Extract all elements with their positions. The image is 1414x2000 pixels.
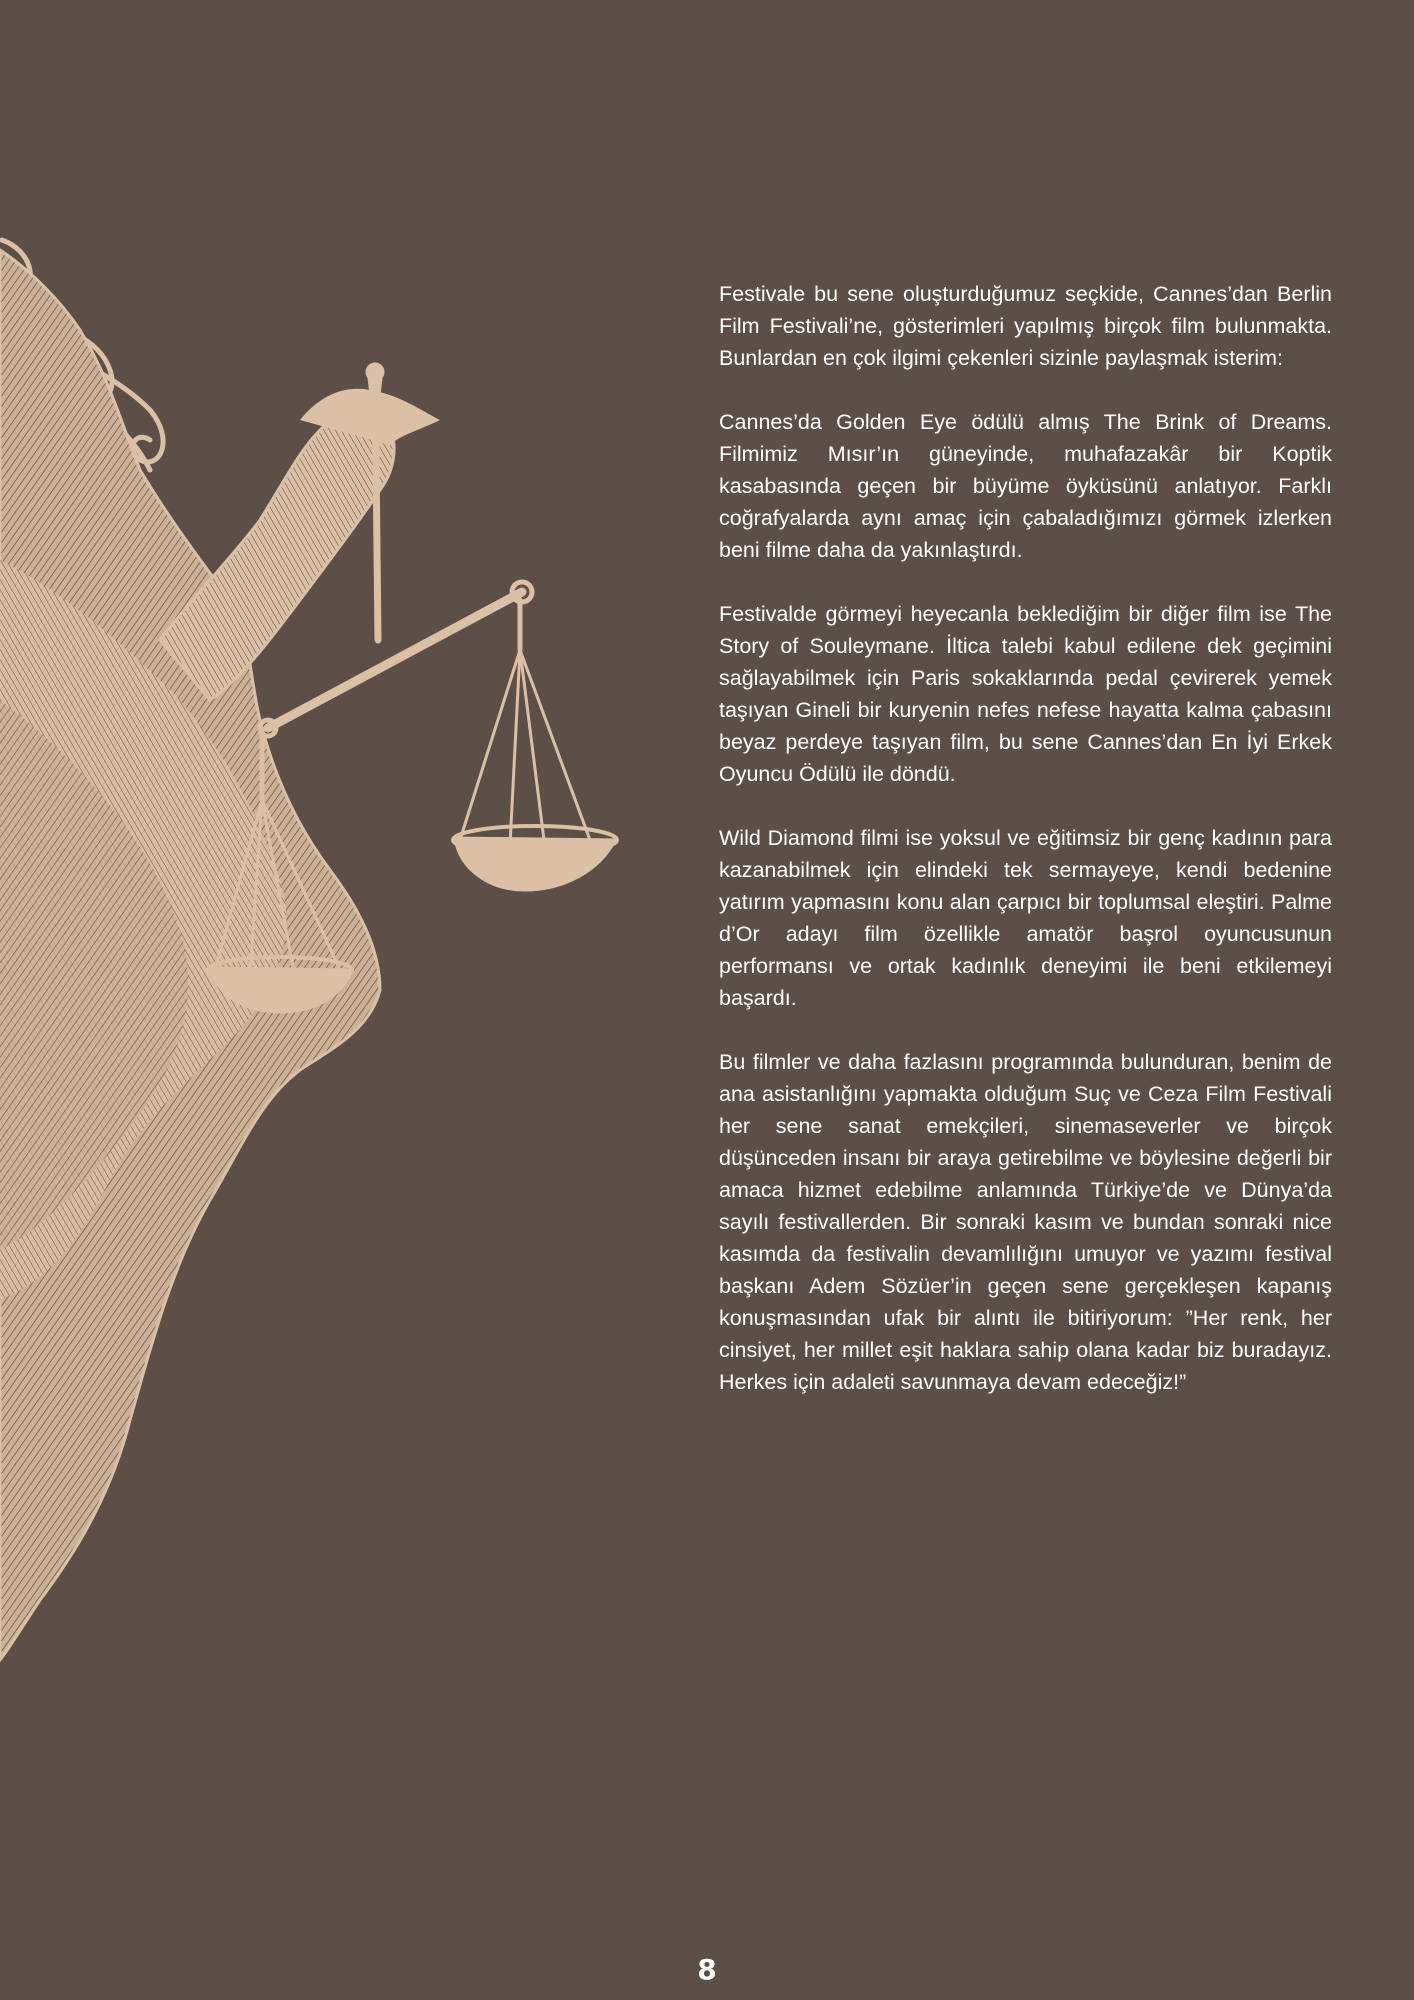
- article-paragraph: Festivalde görmeyi heyecanla beklediğim bir diğer film ise The Story of Souleymane. İltica talebi kabul edilene dek geçimini sağlayabilmek için Paris sokaklarında pedal çevirerek yemek taşıyan Gineli bir kuryenin nefes nefese hayatta kalma çabasını beyaz perdeye taşıyan film, bu sene Cannes’dan En İyi Erkek Oyuncu Ödülü ile döndü.: [719, 602, 1332, 786]
- article-paragraph: Festivale bu sene oluşturduğumuz seçkide, Cannes’dan Berlin Film Festivali’ne, gösterimleri yapılmış birçok film bulunmakta. Bunlardan en çok ilgimi çekenleri sizinle paylaşmak isterim:: [719, 282, 1332, 370]
- article-body: [719, 278, 1332, 1430]
- lady-justice-scales-illustration: [0, 0, 640, 2000]
- article-paragraph: Wild Diamond filmi ise yoksul ve eğitimsiz bir genç kadının para kazanabilmek için elindeki tek sermayeye, kendi bedenine yatırım yapmasını konu alan çarpıcı bir toplumsal eleştiri. Palme d’Or adayı film özellikle amatör başrol oyuncusunun performansı ve ortak kadınlık deneyimi ile beni etkilemeyi başardı.: [719, 826, 1332, 1010]
- page-number: 8: [697, 1953, 717, 1986]
- article-paragraph: Cannes’da Golden Eye ödülü almış The Brink of Dreams. Filmimiz Mısır’ın güneyinde, muhafazakâr bir Koptik kasabasında geçen bir büyüme öyküsünü anlatıyor. Farklı coğrafyalarda aynı amaç için çabaladığımızı görmek izlerken beni filme daha da yakınlaştırdı.: [719, 410, 1332, 562]
- article-paragraph: Bu filmler ve daha fazlasını programında bulunduran, benim de ana asistanlığını yapmakta olduğum Suç ve Ceza Film Festivali her sene sanat emekçileri, sinemaseverler ve birçok düşünceden insanı bir araya getirebilme ve böylesine değerli bir amaca hizmet edebilme anlamında Türkiye’de ve Dünya’da sayılı festivallerden. Bir sonraki kasım ve bundan sonraki nice kasımda da festivalin devamlılığını umuyor ve yazımı festival başkanı Adem Sözüer’in geçen sene gerçekleşen kapanış konuşmasından ufak bir alıntı ile bitiriyorum: ”Her renk, her cinsiyet, her millet eşit haklara sahip olana kadar biz buradayız. Herkes için adaleti savunmaya devam edeceğiz!”: [719, 1050, 1332, 1394]
